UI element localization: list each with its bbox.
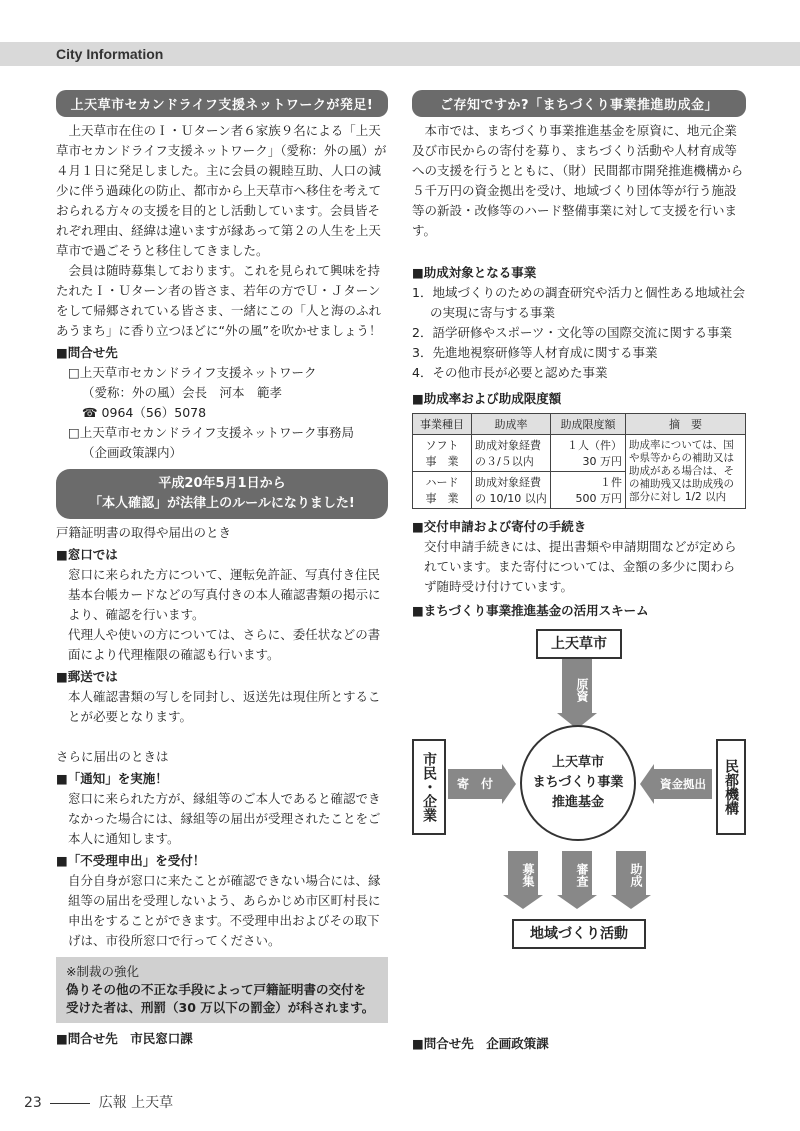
community-activity-box: 地域づくり活動 [512, 919, 646, 949]
arrow-head [557, 895, 597, 909]
subheading: ■窓口では [56, 547, 118, 562]
citizens-box: 市民・企業 [412, 739, 446, 835]
article-heading-network: 上天草市セカンドライフ支援ネットワークが発足! [56, 90, 388, 117]
fund-label: まちづくり事業 [532, 775, 624, 790]
penalty-box [56, 957, 388, 1023]
table-header: 事業種目 [413, 414, 472, 435]
list-item: 1．地域づくりのための調査研究や活力と個性ある地域社会の実現に寄与する事業 [412, 285, 745, 320]
fund-label: 推進基金 [551, 795, 604, 810]
article-heading-identity [56, 469, 388, 519]
fund-circle [520, 725, 636, 841]
eligible-list [412, 283, 746, 383]
subheading: ■交付申請および寄付の手続き [412, 519, 587, 534]
subheading: ■郵送では [56, 669, 118, 684]
contact-phone: ☎ 0964（56）5078 [82, 405, 207, 420]
left-column [56, 90, 388, 1049]
funding-arrow: 資金拠出 [654, 769, 712, 799]
article-heading-grant: ご存知ですか?「まちづくり事業推進助成金」 [412, 90, 746, 117]
article-paragraph: 上天草市在住のＩ・Ｕターン者６家族９名による「上天草市セカンドライフ支援ネットワーク」（愛称：外の風）が４月１日に発足しました。主に会員の親睦互助、人口の減少に伴う過疎化の防止、都市から上天草市へ移住を考えておられる方々の支援を目的とし活動しています。会員皆それぞれ理由、経緯は違いますが縁あって第２の人生を上天草市で過ごそうと移住してきました。 [56, 123, 387, 258]
arrow-head [611, 895, 651, 909]
list-item: 3．先進地視察研修等人材育成に関する事業 [412, 345, 658, 360]
section-header-bar [0, 42, 800, 66]
table-cell: ソフト 事 業 [413, 435, 472, 472]
table-cell: １人（件） 30 万円 [551, 435, 626, 472]
fund-label: 上天草市 [551, 755, 604, 770]
footer-divider [50, 1103, 90, 1104]
page-footer [24, 1092, 173, 1112]
table-header: 助成率 [472, 414, 551, 435]
table-note: 助成率については、国や県等からの補助又は助成がある場合は、その補助残又は助成残の部分に対し 1/2 以内 [626, 435, 746, 509]
table-cell: 助成対象経費の３/５以内 [472, 435, 551, 472]
fund-scheme-diagram [412, 629, 746, 989]
right-column [412, 90, 746, 1051]
donation-arrow: 寄 付 [448, 769, 502, 799]
table-cell: 助成対象経費の 10/10 以内 [472, 472, 551, 509]
lead-text: さらに届出のときは [56, 749, 169, 764]
publication-name: 広報 上天草 [98, 1095, 174, 1111]
arrow-head [502, 764, 516, 804]
contact-line: （企画政策課内） [82, 445, 183, 460]
section-title: City Information [56, 46, 164, 62]
contact-line: □上天草市セカンドライフ支援ネットワーク [68, 365, 317, 380]
contact-line: □上天草市セカンドライフ支援ネットワーク事務局 [68, 425, 355, 440]
list-item: 2．語学研修やスポーツ・文化等の国際交流に関する事業 [412, 325, 732, 340]
grant-arrow: 助成 [616, 851, 646, 895]
subheading: ■助成率および助成限度額 [412, 391, 562, 406]
table-header: 助成限度額 [551, 414, 626, 435]
recruit-arrow: 募集 [508, 851, 538, 895]
penalty-text: 偽りその他の不正な手段によって戸籍証明書の交付を受けた者は、刑罰（30 万以下の罰金）が科されます。 [66, 982, 375, 1015]
body-text: 窓口に来られた方が、縁組等のご本人であると確認できなかった場合には、縁組等の届出が受理されたことをご本人に通知します。 [68, 791, 381, 846]
contact-footer: ■問合せ先 企画政策課 [412, 1036, 549, 1051]
article-paragraph: 本市では、まちづくり事業推進基金を原資に、地元企業及び市民からの寄付を募り、まちづくり活動や人材育成等への支援を行うとともに、（財）民間都市開発推進機構から５千万円の資金拠出を受け、地域づくり団体等が行う施設等の新設・改修等のハード整備事業に対して支援を行います。 [412, 123, 744, 238]
heading-line: 平成20年5月1日から [158, 476, 286, 491]
penalty-title: ※制裁の強化 [66, 964, 139, 979]
body-text: 窓口に来られた方について、運転免許証、写真付き住民基本台帳カードなどの写真付きの本人確認書類の掲示により、確認を行います。 [68, 567, 381, 622]
subheading: ■「通知」を実施！ [56, 771, 168, 786]
contact-line: （愛称：外の風）会長 河本 範孝 [82, 385, 283, 400]
lead-text: 戸籍証明書の取得や届出のとき [56, 525, 232, 540]
contact-heading: ■問合せ先 [56, 345, 118, 360]
heading-line: 「本人確認」が法律上のルールになりました! [89, 496, 355, 511]
table-header: 摘 要 [626, 414, 746, 435]
source-arrow: 原資 [562, 659, 592, 715]
contact-footer: ■問合せ先 市民窓口課 [56, 1031, 193, 1046]
body-text: 代理人や使いの方については、さらに、委任状などの書面により代理権限の確認も行います。 [68, 627, 381, 662]
city-box: 上天草市 [536, 629, 622, 659]
review-arrow: 審査 [562, 851, 592, 895]
list-item: 4．その他市長が必要と認めた事業 [412, 365, 608, 380]
body-text: 交付申請手続きには、提出書類や申請期間などが定められています。また寄付については、金額の多少に関わらず随時受け付けています。 [424, 539, 737, 594]
page-number: 23 [24, 1095, 42, 1111]
subheading: ■まちづくり事業推進基金の活用スキーム [412, 603, 649, 618]
body-text: 本人確認書類の写しを同封し、返送先は現住所とすることが必要となります。 [68, 689, 381, 724]
table-cell: １件 500 万円 [551, 472, 626, 509]
subheading: ■「不受理申出」を受付！ [56, 853, 206, 868]
arrow-head [503, 895, 543, 909]
grant-rate-table [412, 413, 746, 509]
body-text: 自分自身が窓口に来たことが確認できない場合には、縁組等の届出を受理しないよう、あらかじめ市区町村長に申出をすることができます。不受理申出およびその取下げは、市役所窓口で行ってください。 [68, 873, 381, 948]
arrow-head [640, 764, 654, 804]
article-paragraph: 会員は随時募集しております。これを見られて興味を持たれたＩ・Ｕターン者の皆さま、若年の方でＵ・Ｊターンをして帰郷されている皆さま、一緒にこの「人と海のふれあうまち」に香り立つほどに“外の風”を吹かせましょう！ [56, 263, 382, 338]
minto-box: 民都機構 [716, 739, 746, 835]
subheading: ■助成対象となる事業 [412, 265, 537, 280]
table-cell: ハード 事 業 [413, 472, 472, 509]
